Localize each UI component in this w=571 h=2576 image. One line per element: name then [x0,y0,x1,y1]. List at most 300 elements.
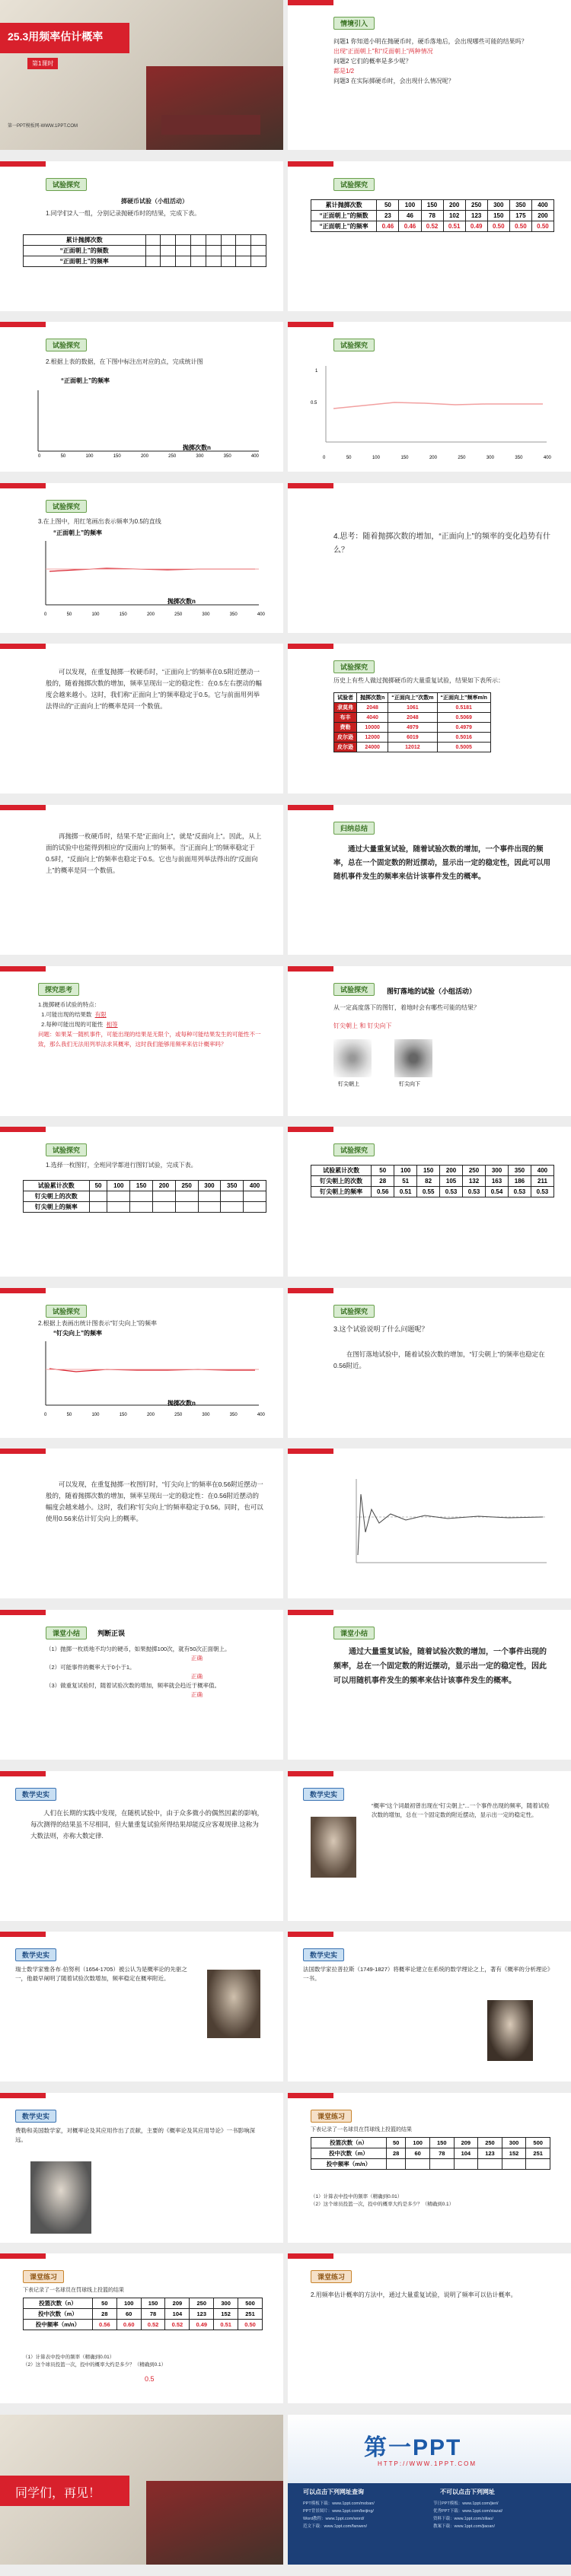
table-cell: 0.49 [465,221,487,231]
tag: 数学史实 [15,1948,56,1961]
table-cell: 皮尔逊 [334,743,357,752]
tag: 课堂练习 [23,2270,64,2283]
table-cell: 皮尔逊 [334,733,357,743]
table-cell [454,2158,478,2169]
empty-table [23,234,266,267]
table-cell [107,1191,130,1202]
tack-conclusion-slide [0,1449,283,1598]
link-item[interactable]: 教案下载：www.1ppt.com/jiaoan/ [433,2524,495,2529]
row [0,2253,571,2403]
table-cell: 0.50 [487,221,509,231]
redline-chart [38,541,266,609]
table-cell: 251 [238,2309,263,2320]
table-cell: 100 [406,2137,430,2148]
row [0,483,571,633]
practice-title: 下表记录了一名球员在罚球线上投篮的结果 [311,2126,412,2132]
brand-slide [288,2415,571,2565]
top-bar [288,322,571,327]
x-tick: 100 [91,1412,100,1417]
tack-table [311,1165,554,1197]
judge-slide [0,1610,283,1760]
table-cell: 350 [508,1166,531,1176]
note: （1）计算表中投中的频率（精确到0.01） [311,2193,403,2199]
top-bar [0,1127,283,1132]
table-cell: 300 [198,1181,221,1191]
table-cell: 104 [454,2148,478,2158]
practice-answer: 0.5 [145,2375,155,2384]
line: 问题1 你知道小明在抛硬币时，硬币落地后，会出现哪些可能的结果吗？ [333,38,528,45]
link-item[interactable]: Word教程：www.1ppt.com/word/ [303,2516,365,2521]
table-cell [198,1191,221,1202]
table-cell: 0.50 [238,2320,263,2330]
x-tick: 150 [113,454,121,460]
think-text: 4.思考：随着抛掷次数的增加，“正面向上”的频率的变化趋势有什么？ [333,532,550,555]
table-cell: 0.52 [421,221,443,231]
row [0,2093,571,2243]
row-header: 投篮次数（n） [311,2137,387,2148]
table-cell: 布丰 [334,713,357,723]
table-cell: 300 [214,2298,238,2309]
row-header: 钉尖朝上的频率 [311,1187,372,1197]
top-bar [288,483,571,488]
conclusion-slide [0,644,283,793]
y-label: “正面朝上”的频率 [53,529,102,536]
note: （2）这个球员投篮一次，投中的概率大约是多少？（精确到0.1） [311,2201,455,2207]
judge-title: 判断正误 [97,1629,126,1637]
top-bar [288,1932,571,1937]
reverse-slide [0,805,283,955]
tag: 试验探究 [46,178,87,191]
table-cell: 费勒 [334,723,357,733]
title-brand: 第一PPT模板网-WWW.1PPT.COM [8,124,78,129]
caption: 钉尖向下 [399,1081,420,1087]
row [0,1771,571,1921]
line: 问题3 在实际掷硬币时，会出现什么情况呢？ [333,78,455,84]
line: 出现“正面朝上”和“反面朝上”两种情况 [333,48,433,55]
table-cell [175,1202,198,1213]
table-cell: 400 [244,1181,266,1191]
row [0,1288,571,1438]
answer: 有限 [94,1010,107,1018]
chart-task-slide [0,322,283,472]
tack-conclusion-text: 可以发现，在重复抛掷一枚图钉时，“钉尖向上”的频率在0.56附近摆动一般的，随着抛掷次数的增加，频率呈现出一定的稳定性：在0.56附近摆动的幅度会越来越小。这时，我们称“钉尖向上”的频率稳定于0.56。同时，也可以使用0.56来估计钉尖向上的概率。 [46,1480,263,1523]
table-cell: 78 [141,2309,165,2320]
tack-question: 3.这个试验说明了什么问题呢？ [333,1325,429,1333]
y-tick: 1 [315,369,318,374]
row [0,1610,571,1760]
row-header: 投中频率（m/n） [311,2158,387,2169]
x-tick: 150 [119,612,127,617]
table-cell [175,1191,198,1202]
practice1-slide [288,2093,571,2243]
tag: 归纳总结 [333,822,375,835]
top-bar [0,322,283,327]
table-cell: 0.53 [440,1187,463,1197]
top-bar [0,966,283,972]
table-cell: 250 [478,2137,502,2148]
th: 试验者 [334,693,357,703]
table-cell: 200 [440,1166,463,1176]
row [0,1449,571,1598]
practice-title: 下表记录了一名球员在罚球线上投篮的结果 [23,2288,124,2294]
table-cell: 0.56 [92,2320,116,2330]
history-table [333,692,491,752]
table-cell [89,1191,107,1202]
table-cell: 0.55 [417,1187,440,1197]
table-cell [130,1191,153,1202]
top-bar [0,1288,283,1293]
tack-question-slide [288,1288,571,1438]
intro-text [333,37,551,86]
tag: 试验探究 [333,1143,375,1156]
link-item[interactable]: PPT模板下载：www.1ppt.com/moban/ [303,2501,375,2506]
x-tick: 200 [429,456,437,461]
top-bar [288,1771,571,1776]
table-cell: 250 [465,199,487,210]
top-bar [288,2253,571,2259]
x-tick: 150 [119,1412,127,1417]
row-header: 钉尖朝上的次数 [311,1176,372,1187]
table-cell: 400 [531,199,553,210]
row [0,1127,571,1277]
row-header: 投中次数（m） [311,2148,387,2158]
summary-text: 通过大量重复试验，随着试验次数的增加，一个事件出现的频率，总在一个固定数的附近摆动，显示出一定的稳定性，因此可以用随机事件发生的频率来估计该事件发生的概率。 [333,844,551,881]
tack-answer: 在图钉落地试验中，随着试验次数的增加，“钉尖朝上”的频率也稳定在0.56附近。 [333,1350,545,1369]
x-tick: 50 [66,1412,72,1417]
history2-text: “概率”这个词最初曾出现在“钉尖朝上”...一个事件出现的频率，随着试验次数的增加，总在一个固定数的附近摆动，显示出一定的稳定性。 [372,1802,550,1818]
row-header: 钉尖朝上的频率 [24,1202,90,1213]
title-slide [0,0,283,150]
table-cell: 0.53 [508,1187,531,1197]
x-tick: 0 [44,1412,47,1417]
history4-text: 法国数学家拉普拉斯（1749-1827）将概率论建立在系统的数学理论之上，著有《概率的分析理论》一书。 [303,1966,550,1983]
row-header: “正面朝上”的频数 [311,210,377,221]
table-cell: 250 [463,1166,486,1176]
top-bar [288,644,571,649]
x-label: 抛掷次数n [167,597,196,605]
table-cell: 50 [92,2298,116,2309]
x-tick: 100 [85,454,94,460]
row-header: 投中频率（m/n） [24,2320,93,2330]
table-cell: 150 [421,199,443,210]
goodbye-text: 同学们，再见！ [15,2486,101,2500]
table-cell: 50 [372,1166,394,1176]
table-cell: 250 [190,2298,214,2309]
portrait [487,2000,533,2061]
x-tick: 50 [346,456,352,461]
table-cell: 0.52 [165,2320,190,2330]
top-bar [288,805,571,810]
experiment-title: 掷硬币试验（小组活动） [121,197,188,205]
practice-notes [23,2354,263,2369]
caption: 钉尖朝上 [338,1081,359,1087]
tack-chart-slide [0,1288,283,1438]
top-bar [288,2093,571,2098]
brand-url[interactable]: HTTP://WWW.1PPT.COM [378,2460,477,2467]
title-main: 25.3用频率估计概率 [8,30,104,43]
link-item[interactable]: 优秀PPT下载：www.1ppt.com/xiazai/ [433,2508,503,2514]
table-cell: 78 [429,2148,454,2158]
table-cell: 0.60 [116,2320,141,2330]
x-tick: 250 [174,1412,183,1417]
table-cell: 300 [502,2137,526,2148]
practice-table [311,2137,550,2170]
tag: 试验探究 [333,1305,375,1318]
link-item[interactable]: 资料下载：www.1ppt.com/ziliao/ [433,2516,493,2521]
top-bar [0,644,283,649]
table-cell: 6019 [388,733,437,743]
link-item[interactable]: 节日PPT模板：www.1ppt.com/jieri/ [433,2501,499,2506]
tack-empty-slide [0,1127,283,1277]
x-tick: 350 [223,454,231,460]
tack-desc: 从一定高度落下的图钉，着地时会有哪些可能的结果？ [333,1003,480,1011]
x-tick: 300 [202,612,210,617]
summary2-slide [288,1610,571,1760]
tag: 课堂练习 [311,2110,352,2123]
table-cell: 104 [165,2309,190,2320]
x-tick: 300 [196,454,204,460]
goodbye-slide [0,2415,283,2565]
chart-desc: 2.根据上表的数据，在下图中标注出对应的点，完成统计图 [46,358,203,366]
table-cell: 250 [175,1181,198,1191]
redline-desc: 3.在上图中，用红笔画出表示频率为0.5的直线 [38,517,161,525]
table-cell: 132 [463,1176,486,1187]
table-cell: 350 [221,1181,244,1191]
table-cell: 123 [190,2309,214,2320]
practice3-slide [288,2253,571,2403]
tag: 数学史实 [15,2110,56,2123]
intro-slide [288,0,571,150]
y-label: “正面朝上”的频率 [61,377,110,385]
table-cell: 123 [465,210,487,221]
table-cell [130,1202,153,1213]
table-cell: 28 [386,2148,405,2158]
portrait [30,2161,91,2234]
table-cell: 0.54 [486,1187,509,1197]
table-cell: 152 [502,2148,526,2158]
experiment-desc: 1.同学们2人一组，分别记录抛硬币时的结果，完成下表。 [46,209,201,217]
table-cell: 175 [509,210,531,221]
tack-chart-desc: 2.根据上表画出统计图表示“钉尖向上”的频率 [38,1319,157,1327]
row-header: 试验累计次数 [311,1166,372,1176]
table-cell: 12012 [388,743,437,752]
table-cell: 0.52 [141,2320,165,2330]
tag: 课堂小结 [46,1627,87,1639]
line: 问题：如果某一随机事件，可能出现的结果是无限个，或每种可能结果发生的可能性不一致，那么我们无法用列举法求其概率，这时我们能够用频率来估计概率吗？ [38,1030,261,1048]
x-tick: 400 [250,454,259,460]
practice-table [23,2298,263,2330]
table-cell: 0.56 [372,1187,394,1197]
top-bar [0,1932,283,1937]
table-cell: 100 [394,1166,417,1176]
row-header: 钉尖朝上的次数 [24,1191,90,1202]
history-title: 历史上有些人做过抛掷硬币的大量重复试验，结果如下表所示： [333,677,504,685]
table-cell: 300 [486,1166,509,1176]
y-tick: 0.5 [311,401,317,406]
convergence-slide [288,1449,571,1598]
table-cell [244,1202,266,1213]
table-cell: 0.51 [394,1187,417,1197]
table-cell: 500 [238,2298,263,2309]
table-cell: 4979 [388,723,437,733]
table-cell: 4040 [357,713,388,723]
table-cell: 12000 [357,733,388,743]
x-ticks [44,612,265,617]
question: （2）可能事件的概率大于0小于1。 [46,1663,136,1671]
x-tick: 0 [323,456,326,461]
explore-text [38,1000,263,1049]
table-cell [107,1202,130,1213]
x-ticks [44,1413,265,1417]
tack-title: 图钉落地的试验（小组活动） [387,987,477,995]
summary-slide [288,805,571,955]
row-header: 累计抛掷次数 [311,199,377,210]
top-bar [0,805,283,810]
th: “正面向上”次数m [388,693,437,703]
row [0,805,571,955]
row [0,2415,571,2565]
y-label: “钉尖向上”的频率 [53,1329,102,1337]
history5-text: 费勒和美国数学家，对概率论及其应用作出了贡献，主要的《概率论及其应用导论》一书影响深远。 [15,2126,255,2143]
brand-logo: 第一PPT [364,2434,462,2460]
top-bar [288,0,571,5]
portrait [207,1970,260,2038]
table-cell: 28 [92,2309,116,2320]
tag: 试验探究 [46,500,87,513]
table-cell: 0.50 [509,221,531,231]
row-header: 投中次数（m） [24,2309,93,2320]
link-item[interactable]: 范文下载：www.1ppt.com/fanwen/ [303,2524,368,2529]
note: （1）计算表中投中的频率（精确到0.01） [23,2355,115,2361]
table-cell: 10000 [357,723,388,733]
x-ticks [38,454,259,459]
answer: 正确 [191,1690,203,1698]
table-cell [526,2158,550,2169]
table-cell: 60 [406,2148,430,2158]
table-cell: 1061 [388,703,437,713]
tag: 试验探究 [46,1305,87,1318]
conclusion-text: 可以发现，在重复抛掷一枚硬币时，“正面向上”的频率在0.5附近摆动一般的，随着抛掷次数的增加，频率呈现出一定的稳定性：在0.5左右摆动的幅度会越来越小。这时，我们称“正面向上”的频率稳定于0.5。它与前面用列举法得出的“正面向上”的概率是同一个数值。 [46,668,262,711]
x-tick: 200 [146,612,155,617]
top-bar [288,966,571,972]
coin-experiment-slide [0,161,283,311]
table-cell: 200 [531,210,553,221]
line: 都是1/2 [333,68,355,75]
table-cell [198,1202,221,1213]
tag: 试验探究 [333,339,375,351]
table-cell: 150 [429,2137,454,2148]
answer: 相等 [106,1020,118,1028]
top-bar [0,1610,283,1615]
links-right-title: 不可以点击下列网址 [440,2488,495,2495]
table-cell: 28 [372,1176,394,1187]
tack-chart [38,1341,266,1410]
table-cell: 0.53 [531,1187,553,1197]
chart-points-slide [288,322,571,472]
note: （2）这个球员投篮一次，投中的概率大约是多少？（精确到0.1） [23,2362,167,2368]
th: “正面朝上”的频率 [24,256,146,266]
x-tick: 350 [515,456,523,461]
th: “正面朝上”的频数 [24,245,146,256]
tack-result: 钉尖朝上 和 钉尖向下 [333,1022,392,1029]
table-cell: 500 [526,2137,550,2148]
history3-text: 瑞士数学家雅各布·伯努利（1654-1705）被公认为是概率论的先驱之一，他最早阐明了随着试验次数增加，频率稳定在概率附近。 [15,1966,187,1983]
table-cell: 209 [454,2137,478,2148]
table-cell: 0.49 [190,2320,214,2330]
table-cell: 211 [531,1176,553,1187]
table-cell: 0.51 [214,2320,238,2330]
top-bar [0,1449,283,1454]
th: “正面向上”频率m/n [437,693,490,703]
table-cell: 100 [116,2298,141,2309]
table-cell: 150 [487,210,509,221]
tag: 试验探究 [46,1143,87,1156]
table-cell: 隶莫弗 [334,703,357,713]
table-cell: 200 [153,1181,176,1191]
tack-down-image [394,1039,432,1077]
tag: 课堂小结 [333,1627,375,1639]
table-cell: 24000 [357,743,388,752]
table-cell [429,2158,454,2169]
tag: 试验探究 [333,660,375,673]
redline-slide [0,483,283,633]
history3-slide [0,1932,283,2081]
table-cell: 51 [394,1176,417,1187]
x-tick: 250 [174,612,183,617]
top-bar [288,1127,571,1132]
table-cell [221,1191,244,1202]
tag: 探究思考 [38,983,79,996]
table-cell: 0.51 [443,221,465,231]
x-tick: 400 [257,612,265,617]
links-left-title: 可以点击下列网址查询 [303,2488,364,2495]
practice3-text: 2.用频率估计概率的方法中，通过大量重复试验，说明了频率可以估计概率。 [311,2291,517,2299]
link-item[interactable]: PPT背景图片：www.1ppt.com/beijing/ [303,2508,374,2514]
table-cell: 0.53 [463,1187,486,1197]
table-cell: 60 [116,2309,141,2320]
table-cell [153,1202,176,1213]
tack-empty-desc: 1.选择一枚图钉，全班同学都进行图钉试验，完成下表。 [46,1162,197,1169]
top-bar [0,1771,283,1776]
table-cell: 163 [486,1176,509,1187]
table-cell: 0.5005 [437,743,490,752]
answer: 正确 [191,1654,203,1662]
table-cell: 400 [531,1166,553,1176]
x-tick: 50 [66,612,72,617]
x-tick: 50 [60,454,66,460]
table-cell: 0.46 [399,221,421,231]
row-header: 投篮次数（n） [24,2298,93,2309]
table-cell: 152 [214,2309,238,2320]
tag: 试验探究 [333,178,375,191]
top-bar [0,161,283,167]
freq-line [333,402,543,409]
table-cell: 100 [399,199,421,210]
x-tick: 0 [44,612,47,617]
practice-notes [311,2193,551,2209]
table-cell: 0.5069 [437,713,490,723]
row [0,161,571,311]
row [0,1932,571,2081]
table-cell [502,2158,526,2169]
think-slide [288,483,571,633]
table-cell: 150 [417,1166,440,1176]
row [0,322,571,472]
history-slide [288,644,571,793]
tag: 试验探究 [333,983,375,996]
history5-slide [0,2093,283,2243]
row-header: 试验累计次数 [24,1181,90,1191]
